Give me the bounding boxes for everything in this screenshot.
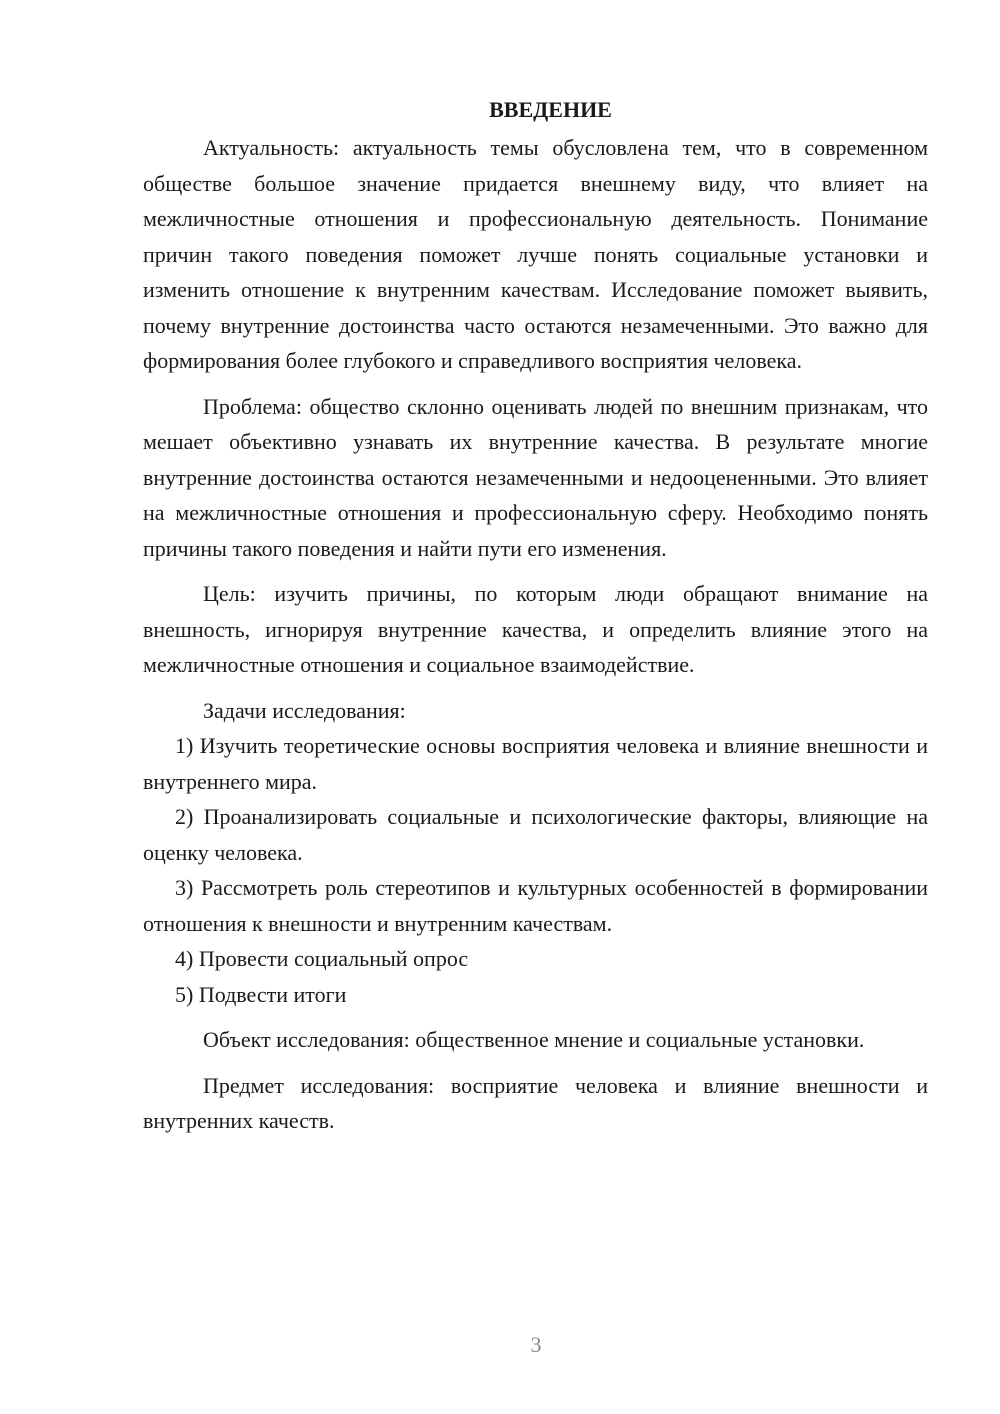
task-item: 2) Проанализировать социальные и психологические факторы, влияющие на оценку человека. [143, 804, 928, 865]
task-item: 4) Провести социальный опрос [175, 946, 469, 971]
task-item: 1) Изучить теоретические основы восприятия человека и влияние внешности и внутреннего мира. [143, 733, 928, 794]
section-heading: ВВЕДЕНИЕ [489, 97, 612, 122]
paragraph-relevance: Актуальность: актуальность темы обусловлена тем, что в современном обществе большое значение придается внешнему виду, что влияет на межличностные отношения и профессиональную деятельность. Понимание причин такого поведения поможет лучше понять социальные установки и изменить отношение к внутренним качествам. Исследование поможет выявить, почему внутренние достоинства часто остаются незамеченными. Это важно для формирования более глубокого и справедливого восприятия человека. [143, 135, 928, 373]
paragraph-problem: Проблема: общество склонно оценивать людей по внешним признакам, что мешает объективно узнавать их внутренние качества. В результате многие внутренние достоинства остаются незамеченными и недооцененными. Это влияет на межличностные отношения и профессиональную сферу. Необходимо понять причины такого поведения и найти пути его изменения. [143, 393, 928, 561]
document-page [143, 90, 928, 1139]
page-number: 3 [530, 1332, 542, 1357]
tasks-title: Задачи исследования: [203, 697, 406, 723]
task-item: 5) Подвести итоги [175, 981, 347, 1007]
task-item: 3) Рассмотреть роль стереотипов и культурных особенностей в формировании отношения к внешности и внутренним качествам. [143, 875, 928, 936]
paragraph-object: Объект исследования: общественное мнение и социальные установки. [203, 1027, 865, 1052]
paragraph-subject: Предмет исследования: восприятие человека и влияние внешности и внутренних качеств. [143, 1072, 928, 1133]
paragraph-goal: Цель: изучить причины, по которым люди обращают внимание на внешность, игнорируя внутренние качества, и определить влияние этого на межличностные отношения и социальное взаимодействие. [143, 581, 928, 677]
